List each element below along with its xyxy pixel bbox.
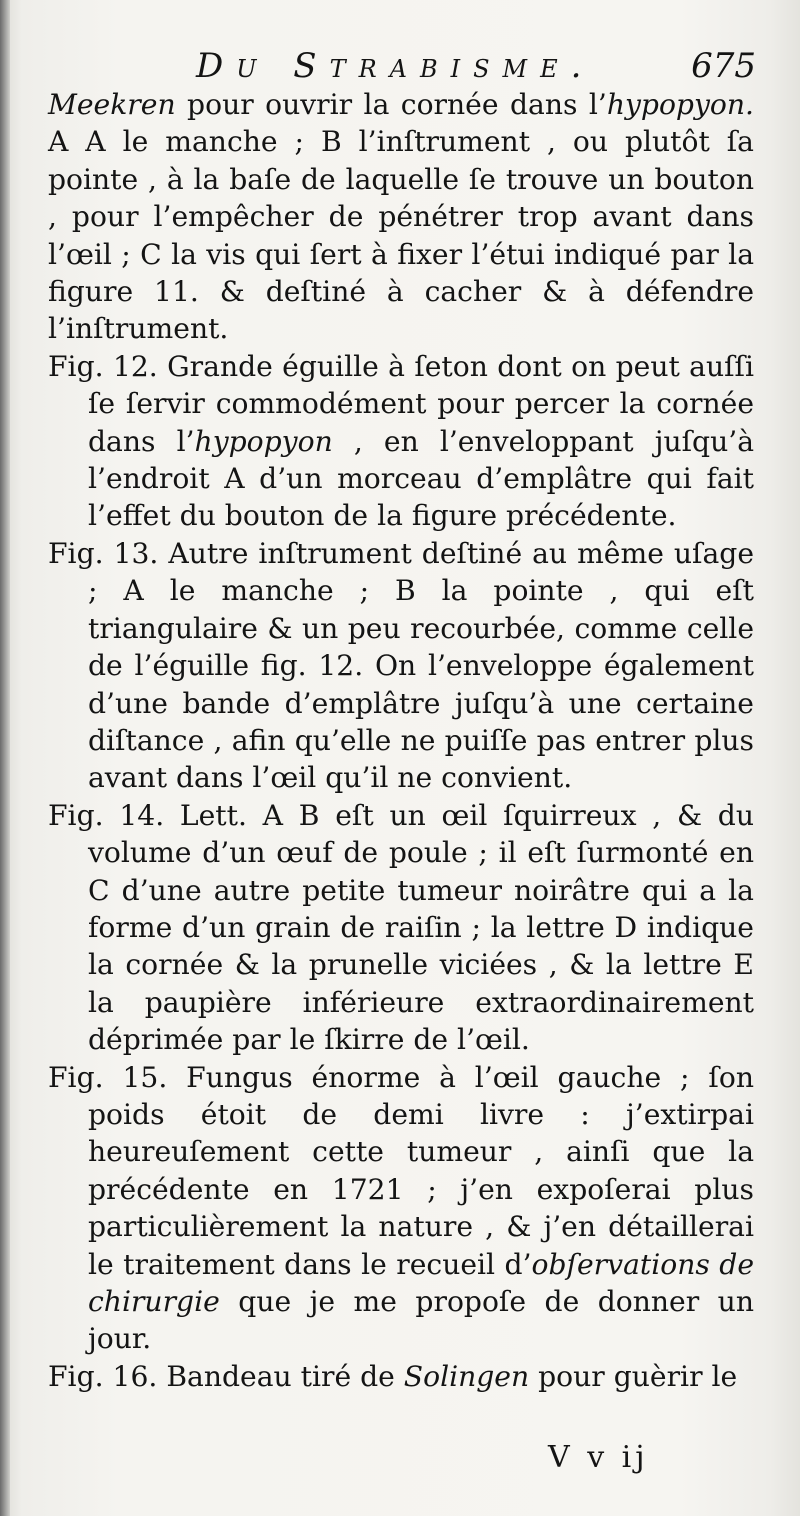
page-number: 675 <box>691 46 756 86</box>
body-text <box>48 86 754 1395</box>
fig-label: Fig. 16. <box>48 1359 158 1393</box>
running-title: Du Strabisme. <box>196 46 595 86</box>
fig12-text-1: Grande éguille à ſeton dont on peut auſſi ſe ſervir commodément pour percer la cornée dans l’ <box>88 349 755 458</box>
fig-label: Fig. 14. <box>48 798 165 832</box>
author-name: Meekren <box>48 88 176 121</box>
entry-fig-12 <box>48 348 754 535</box>
intro-text-1: pour ouvrir la cornée dans l’ <box>175 88 607 121</box>
entry-fig-14 <box>48 797 754 1059</box>
intro-text-2: A A le manche ; B l’inſtrument , ou plutôt ſa pointe , à la baſe de laquelle ſe trouve un bouton , pour l’empêcher de pénétrer trop avant dans l’œil ; C la vis qui ſert à fixer l’étui indiqué par la figure 11. & deſtiné à cacher & à défendre l’inſtrument. <box>48 125 754 346</box>
fig-label: Fig. 12. <box>48 349 158 383</box>
fig16-text-1: Bandeau tiré de <box>157 1359 404 1393</box>
entry-fig-13 <box>48 535 754 797</box>
fig14-text: Lett. A B eſt un œil ſquirreux , & du volume d’un œuf de poule ; il eſt ſurmonté en C d’une autre petite tumeur noirâtre qui a la forme d’un grain de raiſin ; la lettre D indique la cornée & la prunelle viciées , & la lettre E la paupière inférieure extraordinairement déprimée par le ſkirre de l’œil. <box>88 798 754 1057</box>
fig12-term: hypopyon <box>194 424 333 458</box>
page-gutter-shadow <box>0 0 10 1516</box>
fig-label: Fig. 13. <box>48 536 159 570</box>
term-hypopyon: hypopyon. <box>606 88 754 121</box>
fig15-text-2: que je me propoſe de donner un jour. <box>88 1285 754 1356</box>
fig16-text-2: pour guèrir le <box>529 1359 738 1393</box>
entry-fig-16 <box>48 1358 754 1395</box>
fig16-author: Solingen <box>403 1359 530 1393</box>
fig15-text-1: Fungus énorme à l’œil gauche ; ſon poids étoit de demi livre : j’extirpai heureuſement cette tumeur , ainſi que la précédente en 1721 ; j’en expoſerai plus particulièrement la nature , & j’en détaillerai le traitement dans le recueil d’ <box>88 1060 754 1281</box>
signature-mark: V v ij <box>548 1440 649 1475</box>
fig-label: Fig. 15. <box>48 1060 168 1094</box>
fig15-title: obſervations de chirurgie <box>88 1247 755 1318</box>
fig13-text: Autre inſtrument deſtiné au même uſage ; A le manche ; B la pointe , qui eſt triangulaire & un peu recourbée, comme celle de l’éguille fig. 12. On l’enveloppe également d’une bande d’emplâtre juſqu’à une certaine diſtance , afin qu’elle ne puiſſe pas entrer plus avant dans l’œil qu’il ne convient. <box>88 536 754 795</box>
entry-fig-15 <box>48 1059 754 1358</box>
paragraph-intro <box>48 86 754 348</box>
fig12-text-2: , en l’enveloppant juſqu’à l’endroit A d’un morceau d’emplâtre qui fait l’effet du bouton de la figure précédente. <box>88 424 754 533</box>
